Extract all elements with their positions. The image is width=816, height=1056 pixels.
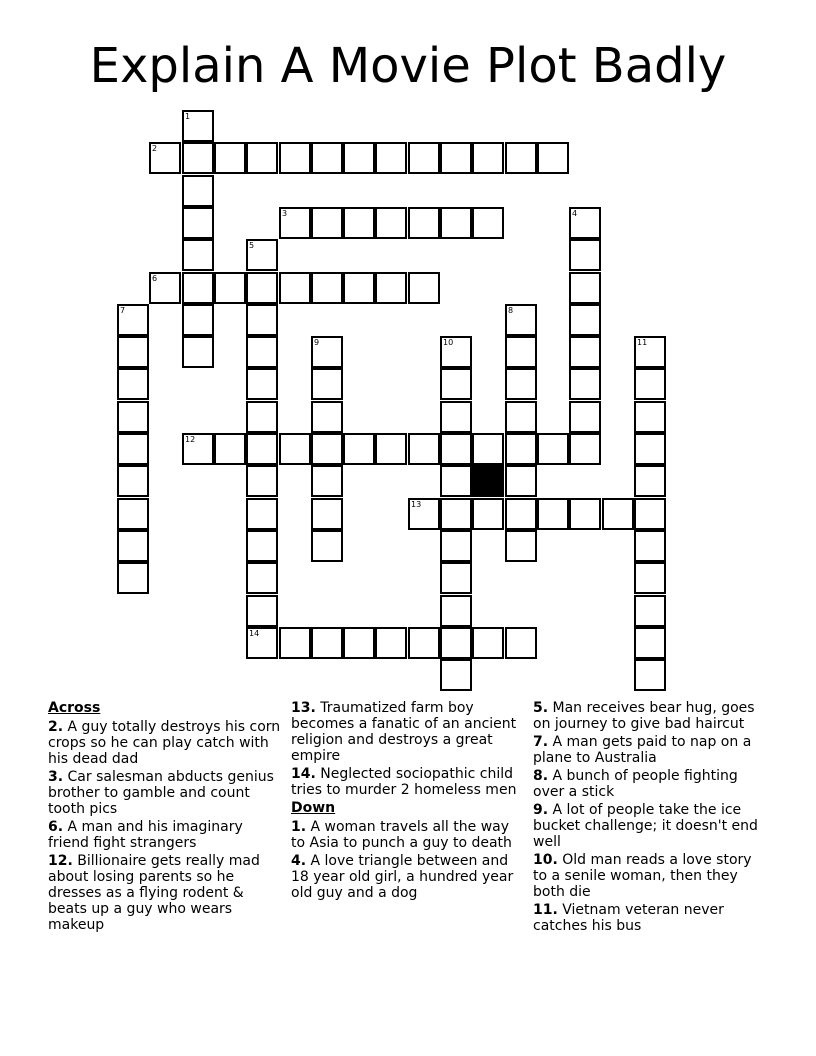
grid-cell[interactable] (408, 142, 440, 174)
down-clue-8: 8. A bunch of people fighting over a stick (533, 768, 738, 800)
grid-cell[interactable] (472, 142, 504, 174)
grid-cell[interactable] (246, 336, 278, 368)
grid-cell[interactable] (214, 272, 246, 304)
grid-cell[interactable] (440, 627, 472, 659)
grid-cell[interactable] (182, 110, 214, 142)
clues-column-2 (291, 700, 527, 903)
grid-cell[interactable] (149, 272, 181, 304)
cell-number: 1 (185, 112, 191, 121)
grid-cell[interactable] (569, 272, 601, 304)
grid-cell[interactable] (246, 401, 278, 433)
grid-cell[interactable] (279, 627, 311, 659)
cell-number: 5 (249, 241, 255, 250)
across-clue-2: 2. A guy totally destroys his corn crops so he can play catch with his dead dad (48, 719, 281, 767)
grid-cell[interactable] (246, 272, 278, 304)
grid-cell[interactable] (117, 336, 149, 368)
grid-cell[interactable] (279, 207, 311, 239)
grid-cell[interactable] (472, 627, 504, 659)
cell-number: 6 (152, 274, 158, 283)
grid-cell[interactable] (634, 498, 666, 530)
grid-cell[interactable] (246, 530, 278, 562)
grid-cell[interactable] (505, 336, 537, 368)
grid-cell[interactable] (311, 433, 343, 465)
grid-cell[interactable] (440, 336, 472, 368)
grid-cell[interactable] (472, 498, 504, 530)
cell-number: 8 (508, 306, 514, 315)
grid-cell[interactable] (505, 465, 537, 497)
grid-cell[interactable] (505, 142, 537, 174)
grid-cell[interactable] (440, 498, 472, 530)
grid-cell[interactable] (375, 207, 407, 239)
grid-cell[interactable] (375, 627, 407, 659)
grid-cell[interactable] (182, 433, 214, 465)
down-clue-5: 5. Man receives bear hug, goes on journey to give bad haircut (533, 700, 755, 732)
across-clue-6: 6. A man and his imaginary friend fight strangers (48, 819, 243, 851)
grid-cell[interactable] (311, 368, 343, 400)
down-clue-11: 11. Vietnam veteran never catches his bus (533, 902, 724, 934)
cell-number: 2 (152, 144, 158, 153)
grid-cell[interactable] (117, 433, 149, 465)
cell-number: 9 (314, 338, 320, 347)
grid-cell[interactable] (634, 530, 666, 562)
down-clue-1: 1. A woman travels all the way to Asia to punch a guy to death (291, 819, 512, 851)
puzzle-title: Explain A Movie Plot Badly (89, 38, 727, 94)
grid-cell[interactable] (440, 530, 472, 562)
grid-cell[interactable] (569, 304, 601, 336)
grid-cell[interactable] (343, 142, 375, 174)
cell-number: 12 (185, 435, 196, 444)
grid-cell[interactable] (375, 142, 407, 174)
grid-cell[interactable] (182, 207, 214, 239)
down-clue-9: 9. A lot of people take the ice bucket challenge; it doesn't end well (533, 802, 758, 850)
grid-cell[interactable] (634, 659, 666, 691)
grid-cell[interactable] (569, 401, 601, 433)
grid-cell[interactable] (182, 239, 214, 271)
grid-block (472, 465, 504, 497)
grid-cell[interactable] (311, 207, 343, 239)
grid-cell[interactable] (569, 498, 601, 530)
cell-number: 14 (249, 629, 260, 638)
grid-cell[interactable] (182, 175, 214, 207)
grid-cell[interactable] (149, 142, 181, 174)
grid-cell[interactable] (182, 304, 214, 336)
down-clue-7: 7. A man gets paid to nap on a plane to Australia (533, 734, 752, 766)
grid-cell[interactable] (505, 401, 537, 433)
down-clue-4: 4. A love triangle between and 18 year old girl, a hundred year old guy and a dog (291, 853, 514, 901)
grid-cell[interactable] (343, 272, 375, 304)
grid-cell[interactable] (311, 142, 343, 174)
grid-cell[interactable] (408, 627, 440, 659)
cell-number: 7 (120, 306, 126, 315)
grid-cell[interactable] (375, 272, 407, 304)
grid-cell[interactable] (634, 562, 666, 594)
grid-cell[interactable] (537, 498, 569, 530)
grid-cell[interactable] (569, 207, 601, 239)
grid-cell[interactable] (537, 142, 569, 174)
grid-cell[interactable] (634, 627, 666, 659)
grid-cell[interactable] (472, 207, 504, 239)
grid-cell[interactable] (569, 433, 601, 465)
grid-cell[interactable] (182, 142, 214, 174)
grid-cell[interactable] (569, 336, 601, 368)
grid-cell[interactable] (408, 498, 440, 530)
grid-cell[interactable] (634, 336, 666, 368)
grid-cell[interactable] (117, 401, 149, 433)
grid-cell[interactable] (440, 562, 472, 594)
grid-cell[interactable] (343, 207, 375, 239)
grid-cell[interactable] (537, 433, 569, 465)
grid-cell[interactable] (311, 401, 343, 433)
grid-cell[interactable] (246, 562, 278, 594)
grid-cell[interactable] (279, 142, 311, 174)
grid-cell[interactable] (440, 659, 472, 691)
grid-cell[interactable] (634, 595, 666, 627)
cell-number: 13 (411, 500, 422, 509)
grid-cell[interactable] (246, 627, 278, 659)
grid-cell[interactable] (440, 142, 472, 174)
grid-cell[interactable] (505, 498, 537, 530)
grid-cell[interactable] (246, 595, 278, 627)
grid-cell[interactable] (472, 433, 504, 465)
grid-cell[interactable] (569, 368, 601, 400)
down-clue-10: 10. Old man reads a love story to a senile woman, then they both die (533, 852, 752, 900)
grid-cell[interactable] (440, 465, 472, 497)
cell-number: 11 (637, 338, 648, 347)
grid-cell[interactable] (505, 627, 537, 659)
clues-column-3 (533, 700, 768, 936)
grid-cell[interactable] (505, 368, 537, 400)
grid-cell[interactable] (634, 465, 666, 497)
grid-cell[interactable] (634, 433, 666, 465)
across-clue-3: 3. Car salesman abducts genius brother to gamble and count tooth pics (48, 769, 274, 817)
across-clue-12: 12. Billionaire gets really mad about losing parents so he dresses as a flying rodent & beats up a guy who wears makeup (48, 853, 260, 933)
grid-cell[interactable] (182, 272, 214, 304)
grid-cell[interactable] (634, 401, 666, 433)
grid-cell[interactable] (505, 304, 537, 336)
grid-cell[interactable] (408, 272, 440, 304)
grid-cell[interactable] (246, 239, 278, 271)
grid-cell[interactable] (311, 530, 343, 562)
grid-cell[interactable] (279, 433, 311, 465)
grid-cell[interactable] (634, 368, 666, 400)
grid-cell[interactable] (602, 498, 634, 530)
grid-cell[interactable] (311, 498, 343, 530)
grid-cell[interactable] (311, 336, 343, 368)
grid-cell[interactable] (246, 142, 278, 174)
grid-cell[interactable] (117, 465, 149, 497)
across-heading: Across (48, 700, 101, 716)
grid-cell[interactable] (182, 336, 214, 368)
grid-cell[interactable] (408, 433, 440, 465)
grid-cell[interactable] (343, 627, 375, 659)
grid-cell[interactable] (311, 465, 343, 497)
grid-cell[interactable] (246, 433, 278, 465)
grid-cell[interactable] (343, 433, 375, 465)
grid-cell[interactable] (117, 562, 149, 594)
across-clue-14: 14. Neglected sociopathic child tries to murder 2 homeless men (291, 766, 517, 798)
grid-cell[interactable] (440, 368, 472, 400)
grid-cell[interactable] (246, 368, 278, 400)
grid-cell[interactable] (440, 401, 472, 433)
grid-cell[interactable] (505, 433, 537, 465)
grid-cell[interactable] (246, 304, 278, 336)
grid-cell[interactable] (375, 433, 407, 465)
grid-cell[interactable] (311, 627, 343, 659)
grid-cell[interactable] (279, 272, 311, 304)
cell-number: 3 (282, 209, 288, 218)
grid-cell[interactable] (246, 465, 278, 497)
grid-cell[interactable] (214, 142, 246, 174)
cell-number: 4 (572, 209, 578, 218)
grid-cell[interactable] (246, 498, 278, 530)
grid-cell[interactable] (408, 207, 440, 239)
grid-cell[interactable] (311, 272, 343, 304)
grid-cell[interactable] (117, 368, 149, 400)
grid-cell[interactable] (117, 530, 149, 562)
grid-cell[interactable] (117, 304, 149, 336)
grid-cell[interactable] (440, 595, 472, 627)
grid-cell[interactable] (569, 239, 601, 271)
down-heading: Down (291, 800, 336, 816)
grid-cell[interactable] (505, 530, 537, 562)
grid-cell[interactable] (117, 498, 149, 530)
grid-cell[interactable] (440, 207, 472, 239)
across-clue-13: 13. Traumatized farm boy becomes a fanatic of an ancient religion and destroys a great empire (291, 700, 517, 764)
cell-number: 10 (443, 338, 454, 347)
grid-cell[interactable] (214, 433, 246, 465)
grid-cell[interactable] (440, 433, 472, 465)
clues-column-1 (48, 700, 283, 935)
